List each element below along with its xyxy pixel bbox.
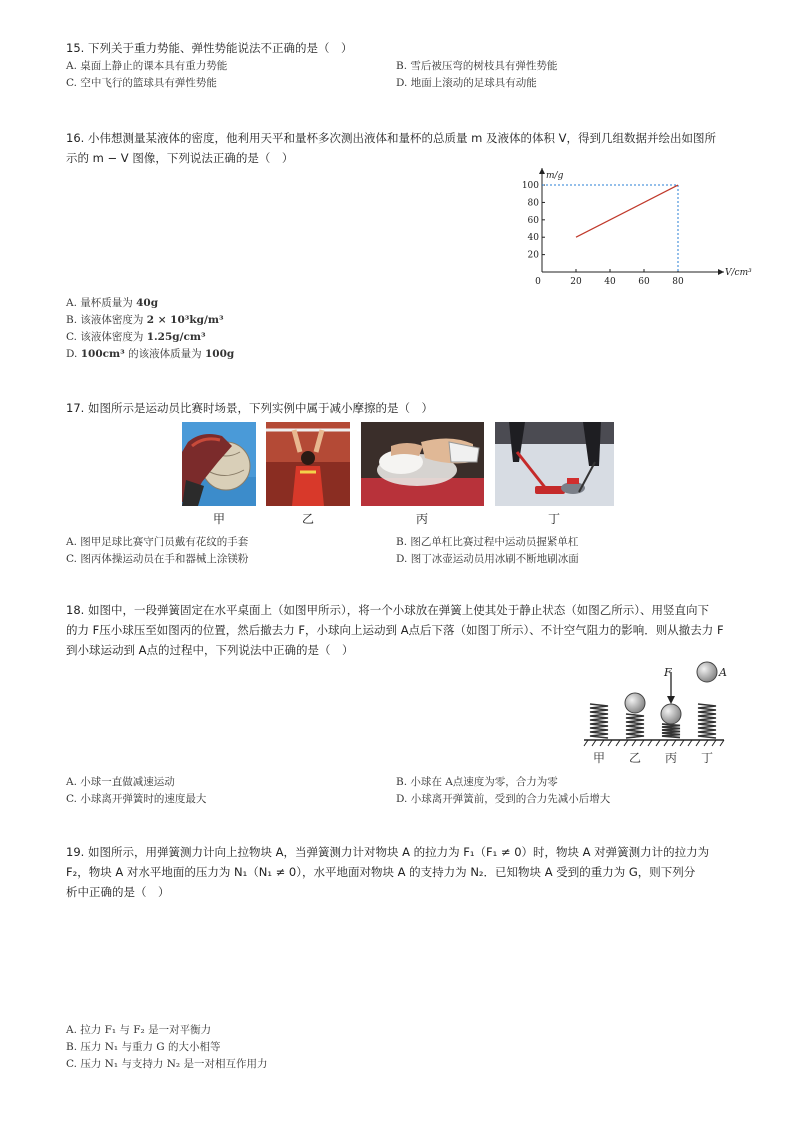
photo-label-jia: 甲 — [212, 512, 225, 526]
photo-horizontal-bar — [266, 422, 350, 506]
photo-chalk-hands — [361, 422, 484, 506]
q17-option-d[interactable]: D. 图丁冰壶运动员用冰刷不断地刷冰面 — [396, 553, 579, 565]
ball-yi — [625, 693, 645, 713]
y-tick-label: 100 — [521, 181, 539, 192]
q16-option-a[interactable]: A. 量杯质量为 40g — [66, 297, 159, 309]
y-axis-arrow — [539, 168, 545, 174]
spring-figure — [580, 658, 730, 768]
q17-option-c[interactable]: C. 图丙体操运动员在手和器械上涂镁粉 — [66, 553, 249, 565]
q19-stem-line2: F₂，物块 A 对水平地面的压力为 N₁（N₁ ≠ 0），水平地面对物块 A 的支持力为 N₂．已知物块 A 受到的重力为 G，则下列分 — [66, 865, 696, 879]
q16-option-d[interactable]: D. 100cm³ 的该液体质量为 100g — [66, 348, 235, 360]
x-axis-label: V/cm³ — [725, 268, 752, 278]
q18-option-b[interactable]: B. 小球在 A点速度为零，合力为零 — [396, 776, 558, 788]
q15-option-b[interactable]: B. 雪后被压弯的树枝具有弹性势能 — [396, 60, 558, 72]
q16-option-b[interactable]: B. 该液体密度为 2 × 10³kg/m³ — [66, 314, 224, 326]
svg-text:丁: 丁 — [701, 751, 714, 765]
q17-option-b[interactable]: B. 图乙单杠比赛过程中运动员握紧单杠 — [396, 536, 579, 548]
q19-options — [66, 1022, 726, 1073]
spring-jia — [590, 704, 608, 738]
q18-options — [66, 774, 726, 808]
q17-stem: 17. 如图所示是运动员比赛时场景，下列实例中属于减小摩擦的是（ ） — [66, 401, 433, 415]
photo-label-ding: 丁 — [547, 512, 560, 526]
q16-options — [66, 295, 726, 363]
q15-stem: 15. 下列关于重力势能、弹性势能说法不正确的是（ ） — [66, 41, 353, 55]
y-tick-label: 20 — [527, 250, 539, 261]
q18-option-c[interactable]: C. 小球离开弹簧时的速度最大 — [66, 793, 207, 805]
q19-stem-line1: 19. 如图所示，用弹簧测力计向上拉物块 A，当弹簧测力计对物块 A 的拉力为 F₁（F₁ ≠ 0）时，物块 A 对弹簧测力计的拉力为 — [66, 845, 710, 859]
x-tick-label: 40 — [604, 277, 616, 287]
y-tick-label: 60 — [527, 215, 539, 226]
y-axis-label: m/g — [546, 171, 564, 181]
x-axis-arrow — [718, 269, 724, 275]
question-16 — [66, 128, 726, 168]
q15-option-a[interactable]: A. 桌面上静止的课本具有重力势能 — [66, 60, 228, 72]
q18-option-d[interactable]: D. 小球离开弹簧前，受到的合力先减小后增大 — [396, 793, 611, 805]
question-18 — [66, 600, 726, 660]
x-tick-label: 0 — [535, 277, 541, 287]
q18-option-a[interactable]: A. 小球一直做减速运动 — [66, 776, 175, 788]
q17-options — [66, 534, 726, 568]
question-15 — [66, 38, 726, 92]
point-a-label: A — [719, 666, 727, 679]
q19-option-b[interactable]: B. 压力 N₁ 与重力 G 的大小相等 — [66, 1041, 221, 1053]
series-line — [576, 185, 678, 237]
q18-stem-line1: 18. 如图中，一段弹簧固定在水平桌面上（如图甲所示），将一个小球放在弹簧上使其处于静止状态（如图乙所示）、用竖直向下 — [66, 603, 709, 617]
q18-stem-line3: 到小球运动到 A点的过程中，下列说法中正确的是（ ） — [66, 643, 354, 657]
photo-label-yi: 乙 — [301, 512, 314, 526]
x-tick-label: 60 — [638, 277, 650, 287]
q19-stem-line3: 析中正确的是（ ） — [66, 885, 170, 899]
svg-text:甲: 甲 — [593, 751, 606, 765]
spring-ding — [698, 704, 716, 738]
photo-goalkeeper-glove — [182, 422, 256, 506]
ball-bing — [661, 704, 681, 724]
photo-label-bing: 丙 — [415, 512, 428, 526]
q15-option-d[interactable]: D. 地面上滚动的足球具有动能 — [396, 77, 537, 89]
q16-stem-line1: 16. 小伟想测量某液体的密度，他利用天平和量杯多次测出液体和量杯的总质量 m 及液体的体积 V，得到几组数据并绘出如图所 — [66, 131, 716, 145]
photo-curling — [495, 422, 614, 506]
x-tick-label: 20 — [570, 277, 582, 287]
spring-yi — [626, 714, 644, 738]
svg-text:丙: 丙 — [665, 751, 678, 765]
question-17 — [66, 398, 726, 418]
q19-option-a[interactable]: A. 拉力 F₁ 与 F₂ 是一对平衡力 — [66, 1024, 212, 1036]
ball-ding — [697, 662, 717, 682]
q16-stem-line2: 示的 m − V 图像，下列说法正确的是（ ） — [66, 151, 294, 165]
x-tick-label: 80 — [672, 277, 684, 287]
y-tick-label: 40 — [527, 233, 539, 244]
force-label: F — [664, 666, 672, 679]
q18-stem-line2: 的力 F压小球压至如图丙的位置，然后撤去力 F，小球向上运动到 A点后下落（如图丁所示）、不计空气阻力的影响．则从撤去力 F — [66, 623, 724, 637]
mv-chart — [520, 168, 752, 292]
q17-option-a[interactable]: A. 图甲足球比赛守门员戴有花纹的手套 — [66, 536, 249, 548]
q16-option-c[interactable]: C. 该液体密度为 1.25g/cm³ — [66, 331, 206, 343]
q19-option-c[interactable]: C. 压力 N₁ 与支持力 N₂ 是一对相互作用力 — [66, 1058, 268, 1070]
q15-option-c[interactable]: C. 空中飞行的篮球具有弹性势能 — [66, 77, 217, 89]
spring-bing — [662, 724, 680, 738]
y-tick-label: 80 — [527, 198, 539, 209]
question-19 — [66, 842, 726, 902]
svg-text:乙: 乙 — [629, 751, 642, 765]
